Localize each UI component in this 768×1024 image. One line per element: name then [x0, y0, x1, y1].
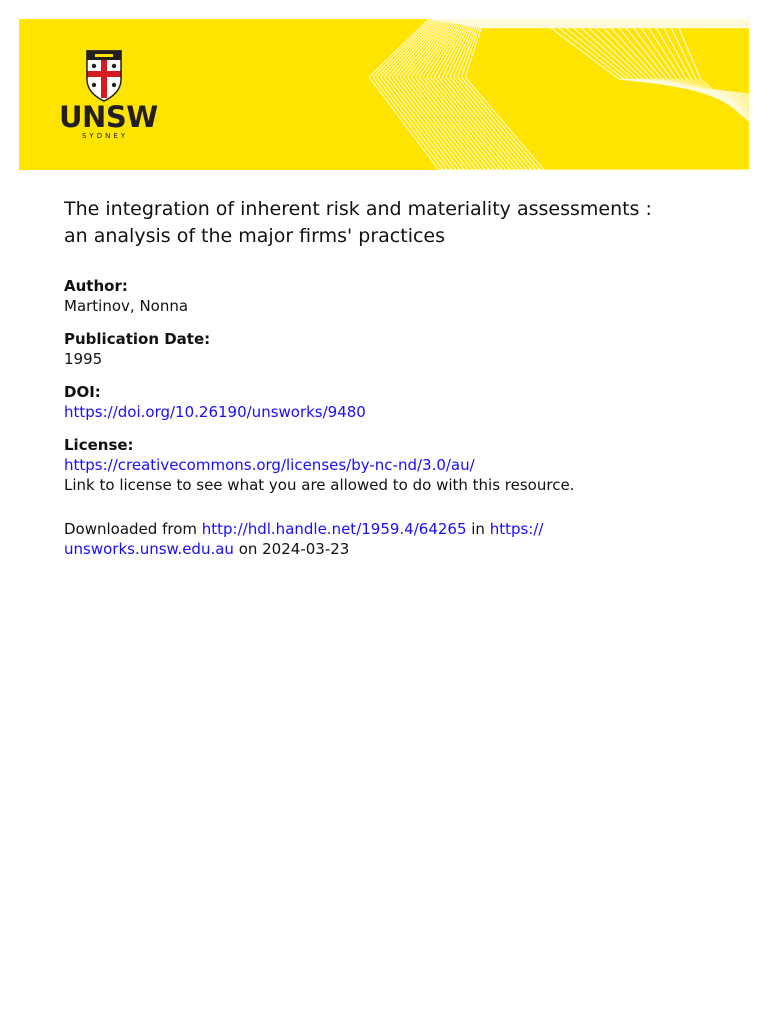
author-section: [64, 276, 724, 316]
title-line-2: an analysis of the major firms' practices: [64, 225, 446, 247]
banner-pattern-line: [461, 27, 749, 170]
banner-pattern-line: [377, 20, 749, 170]
banner-pattern-line: [415, 23, 749, 170]
banner-pattern-line: [465, 28, 749, 170]
logo-subtext: SYDNEY: [81, 132, 129, 140]
publication-date-value: 1995: [64, 350, 103, 368]
banner-pattern-line: [434, 25, 749, 170]
publication-date-label: Publication Date:: [64, 330, 211, 348]
repository-link-part-2[interactable]: unsworks.unsw.edu.au: [64, 540, 234, 558]
banner-pattern-line: [381, 20, 749, 170]
banner-pattern-line: [563, 19, 749, 99]
doi-label: DOI:: [64, 383, 101, 401]
banner-pattern-line: [384, 20, 749, 170]
doi-link[interactable]: https://doi.org/10.26190/unsworks/9480: [64, 403, 366, 421]
license-note: Link to license to see what you are allowed to do with this resource.: [64, 476, 575, 494]
author-value: Martinov, Nonna: [64, 297, 189, 315]
download-info: [64, 519, 724, 559]
download-middle: in: [466, 520, 490, 538]
author-label: Author:: [64, 277, 128, 295]
license-label: License:: [64, 436, 134, 454]
logo-wordmark: UNSW: [59, 100, 158, 134]
banner-pattern-line: [539, 19, 749, 94]
banner-pattern-line: [446, 26, 749, 170]
unsw-crest-icon: [85, 49, 123, 103]
record-details: [64, 196, 724, 559]
title-line-1: The integration of inherent risk and materiality assessments :: [64, 198, 652, 220]
banner-pattern-line: [454, 27, 749, 170]
license-link[interactable]: https://creativecommons.org/licenses/by-nc-nd/3.0/au/: [64, 456, 475, 474]
download-suffix: on 2024-03-23: [233, 540, 350, 558]
publication-date-section: [64, 329, 724, 369]
banner-pattern-line: [571, 19, 749, 100]
banner-pattern-line: [450, 26, 749, 170]
banner-pattern-line: [419, 24, 749, 170]
page-title: [64, 196, 724, 250]
banner-pattern-line: [400, 22, 749, 170]
handle-link[interactable]: http://hdl.handle.net/1959.4/64265: [201, 520, 467, 538]
unsw-logo[interactable]: [59, 49, 158, 141]
header-banner: [19, 19, 749, 170]
repository-link-part-1[interactable]: https://: [489, 520, 544, 538]
license-section: [64, 435, 724, 495]
download-prefix: Downloaded from: [64, 520, 202, 538]
doi-section: [64, 382, 724, 422]
